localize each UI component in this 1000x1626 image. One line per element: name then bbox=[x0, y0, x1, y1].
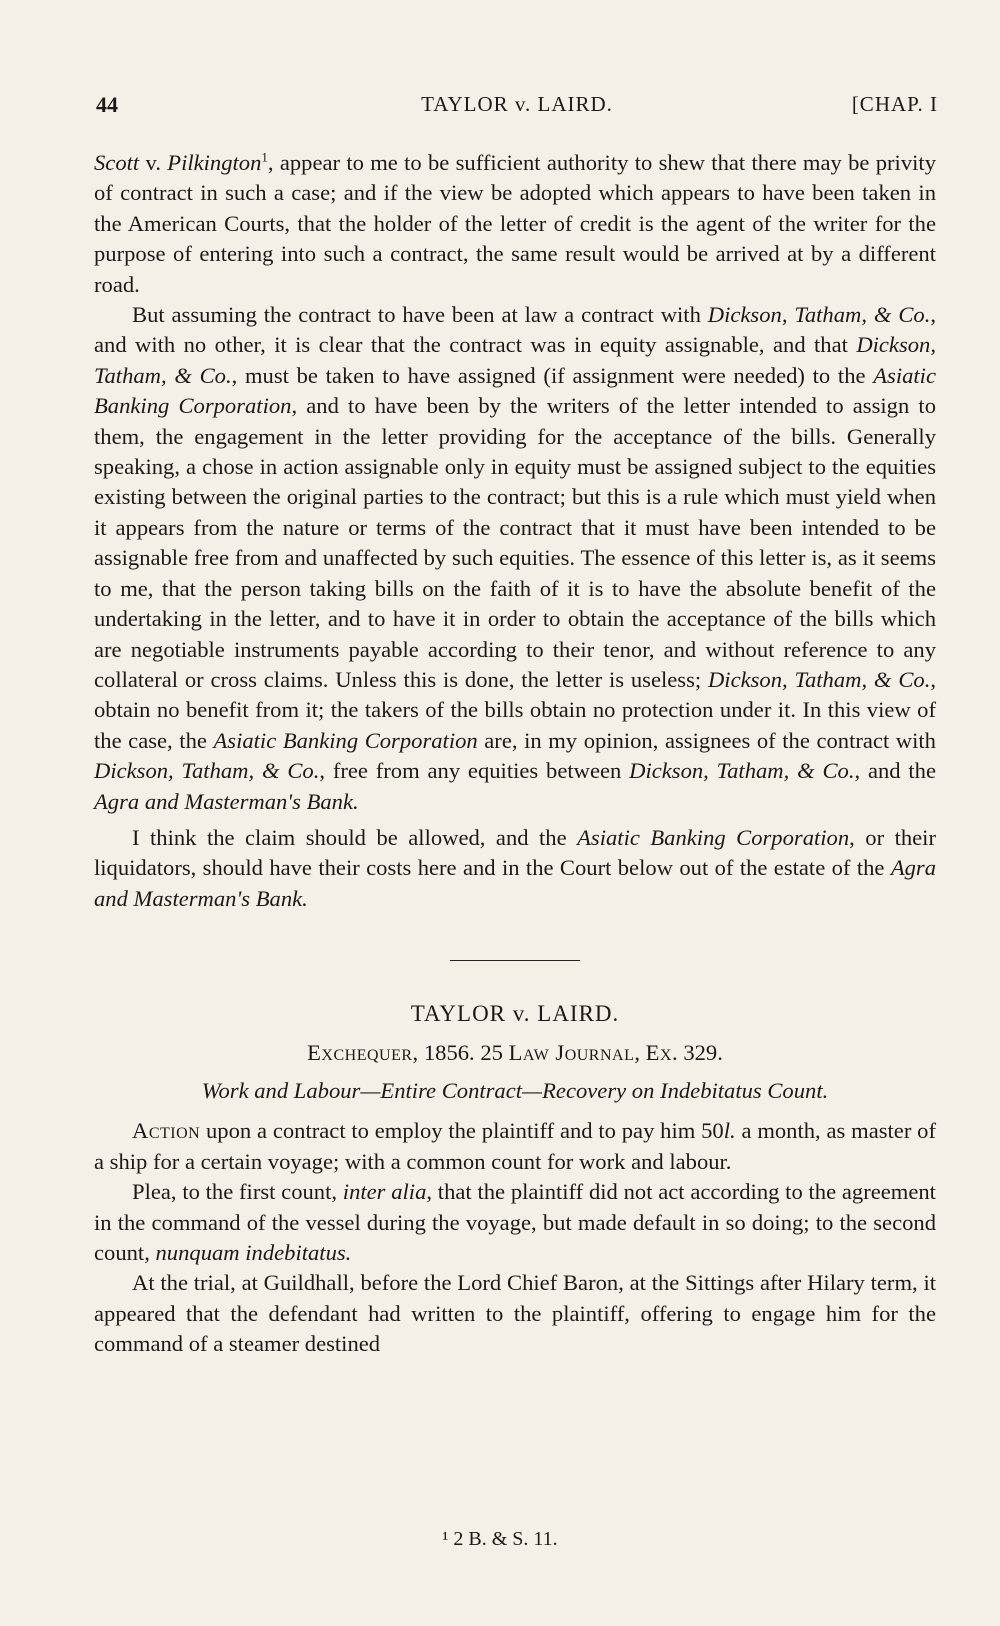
text-run: Plea, to the first count, bbox=[132, 1179, 343, 1205]
page-body bbox=[94, 148, 936, 1360]
chapter-marker: [CHAP. I bbox=[851, 92, 938, 116]
party-name: Dickson, Tatham, & Co. bbox=[94, 758, 320, 784]
paragraph-2 bbox=[94, 300, 936, 817]
paragraph-3 bbox=[94, 823, 936, 914]
text-run: a month, as master of a ship for a certain voyage; with a common count for work and labour. bbox=[94, 1118, 936, 1174]
catchwords: Work and Labour—Entire Contract—Recovery on Indebitatus Count. bbox=[201, 1077, 829, 1103]
case-citation bbox=[94, 1038, 936, 1068]
text-run: , bbox=[634, 1039, 646, 1065]
text-run: l. bbox=[723, 1118, 736, 1144]
text-run: are, in my opinion, assignees of the contract with bbox=[477, 727, 936, 753]
text-run: , or their liquidators, should have their costs here and in the Court below out of the estate of the bbox=[94, 824, 936, 881]
journal-name: Law Journal bbox=[508, 1039, 635, 1065]
party-name: Asiatic Banking Corporation bbox=[577, 824, 850, 850]
case-name: Pilkington bbox=[167, 150, 262, 175]
latin-phrase: nunquam indebitatus. bbox=[155, 1240, 352, 1265]
text-run: , and the bbox=[854, 758, 936, 784]
text-run: , 1856. 25 bbox=[412, 1039, 509, 1065]
text-run: , that the plaintiff did not act according to the agreement in the command of the vessel during the voyage, but made default in so doing; to the second count, bbox=[94, 1179, 936, 1265]
running-header bbox=[96, 92, 938, 122]
party-name: Dickson, Tatham, & Co. bbox=[707, 302, 931, 328]
text-run: , must be taken to have assigned (if assignment were needed) to the bbox=[231, 362, 874, 388]
section-divider bbox=[450, 960, 580, 961]
latin-phrase: inter alia bbox=[342, 1179, 427, 1205]
running-title: TAYLOR v. LAIRD. bbox=[421, 92, 613, 116]
case-title: TAYLOR v. LAIRD. bbox=[410, 1001, 620, 1027]
party-name: Dickson, Tatham, & Co. bbox=[707, 666, 931, 692]
text-run: , obtain no benefit from it; the takers of the bills obtain no protection under it. In this view of the case, the bbox=[94, 666, 936, 753]
text-run: upon a contract to employ the plaintiff and to pay him 50 bbox=[200, 1118, 724, 1144]
text-run: Action bbox=[132, 1118, 201, 1144]
party-name: Agra and Masterman's Bank. bbox=[94, 788, 359, 814]
text-run: , and to have been by the writers of the letter intended to assign to them, the engagement in the letter providing for the acceptance of the bills. Generally speaking, a chose in action assignable only in equity must be assigned subject to the equities existing between the original parties to the contract; but this is a rule which must yield when it appears from the nature or terms of the contract that it must have been intended to be assignable free from and unaffected by such equities. The essence of this letter is, as it seems to me, that the person taking bills on the faith of it is to have the absolute benefit of the undertaking in the letter, and to have it in order to obtain the acceptance of the bills which are negotiable instruments payable according to their tenor, and without reference to any collateral or cross claims. Unless this is done, the letter is useless; bbox=[94, 393, 936, 692]
party-name: Asiatic Banking Corporation bbox=[94, 362, 936, 419]
text-run: , appear to me to be sufficient authority to shew that there may be privity of contract in such a case; and if the view be adopted which appears to have been taken in the American Courts, that the holder of the letter of credit is the agent of the writer for the purpose of entering into such a contract, the same result would be arrived at by a different road. bbox=[94, 150, 936, 297]
case-name: Scott bbox=[94, 150, 140, 175]
court-name: Exchequer bbox=[307, 1039, 413, 1065]
party-name: Dickson, Tatham, & Co. bbox=[94, 332, 936, 388]
page-number: 44 bbox=[96, 92, 118, 117]
text-run: At the trial, at Guildhall, before the Lord Chief Baron, at the Sittings after Hilary term, it appeared that the defendant had written to the plaintiff, offering to engage him for the command of a steamer destined bbox=[94, 1270, 936, 1357]
party-name: Dickson, Tatham, & Co. bbox=[629, 758, 855, 784]
footnote-marker: 1 bbox=[261, 149, 268, 165]
paragraph-6 bbox=[94, 1268, 936, 1359]
text-run: . 329. bbox=[672, 1039, 723, 1065]
paragraph-5 bbox=[94, 1177, 936, 1268]
text-run: , free from any equities between bbox=[319, 758, 630, 784]
party-name: Asiatic Banking Corporation bbox=[213, 727, 478, 753]
footnote: ¹ 2 B. & S. 11. bbox=[442, 1528, 558, 1550]
text-run: But assuming the contract to have been at law a contract with bbox=[132, 302, 708, 328]
paragraph-4 bbox=[94, 1116, 936, 1177]
text-run: v. bbox=[139, 150, 168, 175]
paragraph-1 bbox=[94, 148, 936, 300]
text-run: , and with no other, it is clear that the contract was in equity assignable, and that bbox=[94, 302, 936, 358]
party-name: Agra and Masterman's Bank. bbox=[94, 855, 936, 911]
text-run: Ex bbox=[645, 1039, 673, 1065]
text-run: I think the claim should be allowed, and the bbox=[132, 824, 578, 850]
